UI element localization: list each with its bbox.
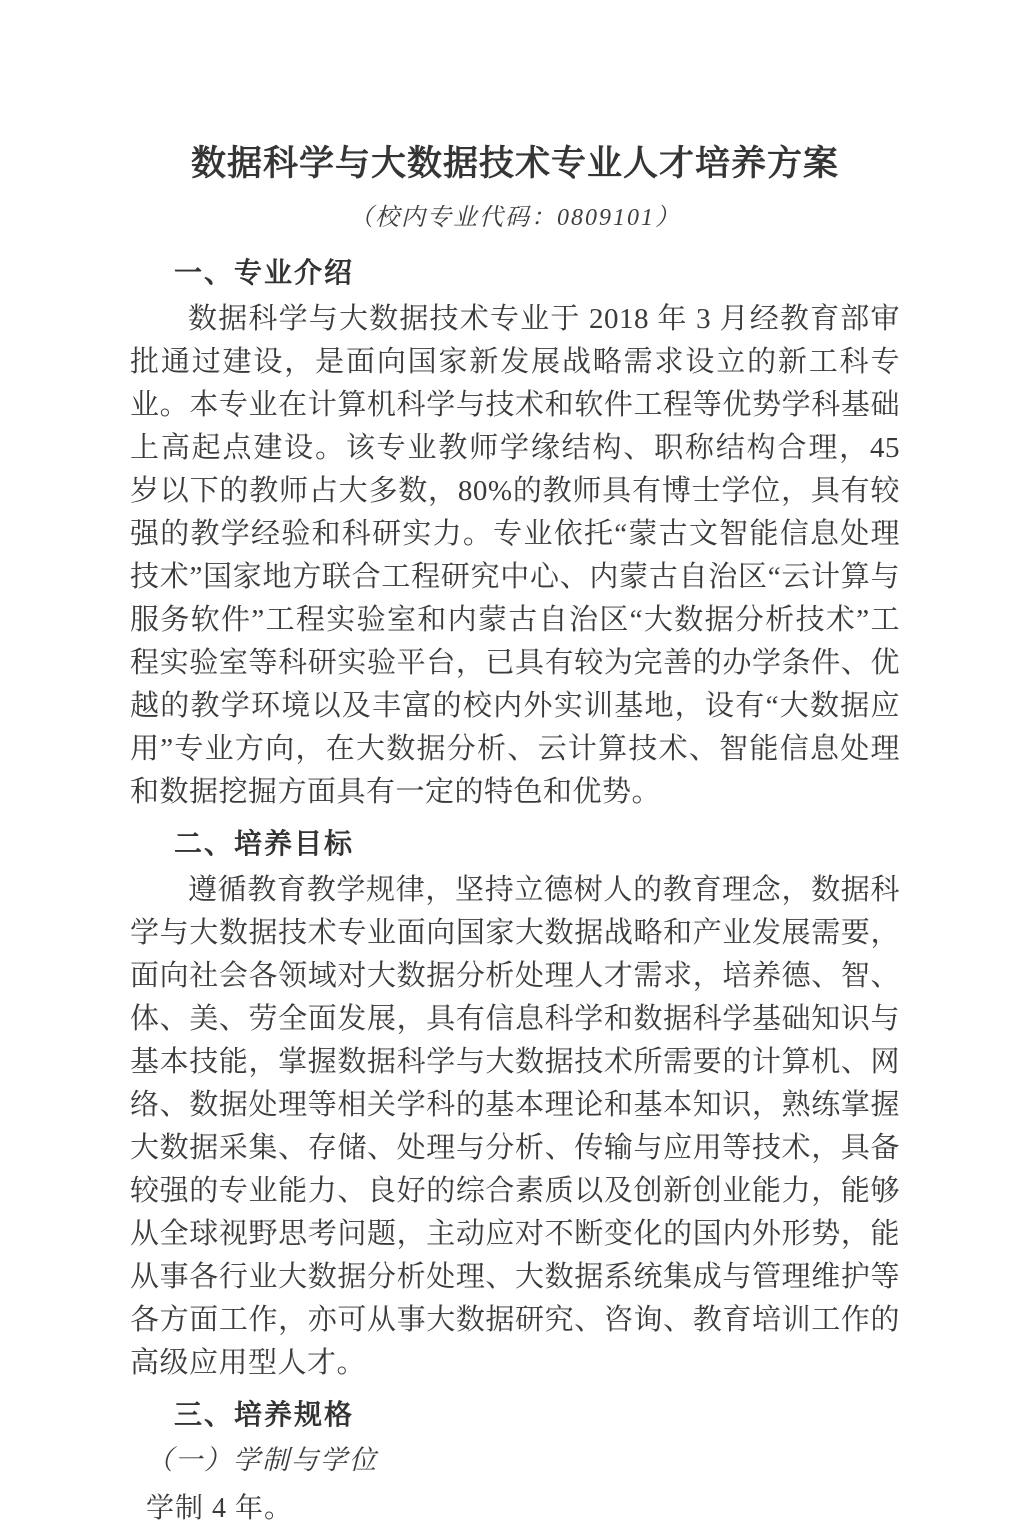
document-title: 数据科学与大数据技术专业人才培养方案 (190, 144, 839, 183)
section-2-paragraph: 遵循教育教学规律，坚持立德树人的教育理念，数据科学与大数据技术专业面向国家大数据战略和产业发展需要，面向社会各领域对大数据分析处理人才需求，培养德、智、体、美、劳全面发展，具有信息科学和数据科学基础知识与基本技能，掌握数据科学与大数据技术所需要的计算机、网络、数据处理等相关学科的基本理论和基本知识，熟练掌握大数据采集、存储、处理与分析、传输与应用等技术，具备较强的专业能力、良好的综合素质以及创新创业能力，能够从全球视野思考问题，主动应对不断变化的国内外形势，能从事各行业大数据分析处理、大数据系统集成与管理维护等各方面工作，亦可从事大数据研究、咨询、教育培训工作的高级应用型人才。 (130, 874, 900, 1379)
section-3-subheading: （一）学制与学位 (146, 1445, 378, 1475)
section-3-heading: 三、培养规格 (174, 1399, 355, 1430)
section-1-paragraph: 数据科学与大数据技术专业于 2018 年 3 月经教育部审批通过建设，是面向国家新发展战略需求设立的新工科专业。本专业在计算机科学与技术和软件工程等优势学科基础上高起点建设。该专业教师学缘结构、职称结构合理，45 岁以下的教师占大多数，80%的教师具有博士学位，具有较强的教学经验和科研实力。专业依托“蒙古文智能信息处理技术”国家地方联合工程研究中心、内蒙古自治区“云计算与服务软件”工程实验室和内蒙古自治区“大数据分析技术”工程实验室等科研实验平台，已具有较为完善的办学条件、优越的教学环境以及丰富的校内外实训基地，设有“大数据应用”专业方向，在大数据分析、云计算技术、智能信息处理和数据挖掘方面具有一定的特色和优势。 (130, 303, 900, 808)
section-3-body: 学制 4 年。 (146, 1493, 294, 1524)
document-subtitle: （校内专业代码：0809101） (349, 205, 681, 231)
section-1-heading: 一、专业介绍 (174, 257, 355, 288)
section-2-heading: 二、培养目标 (174, 828, 355, 859)
